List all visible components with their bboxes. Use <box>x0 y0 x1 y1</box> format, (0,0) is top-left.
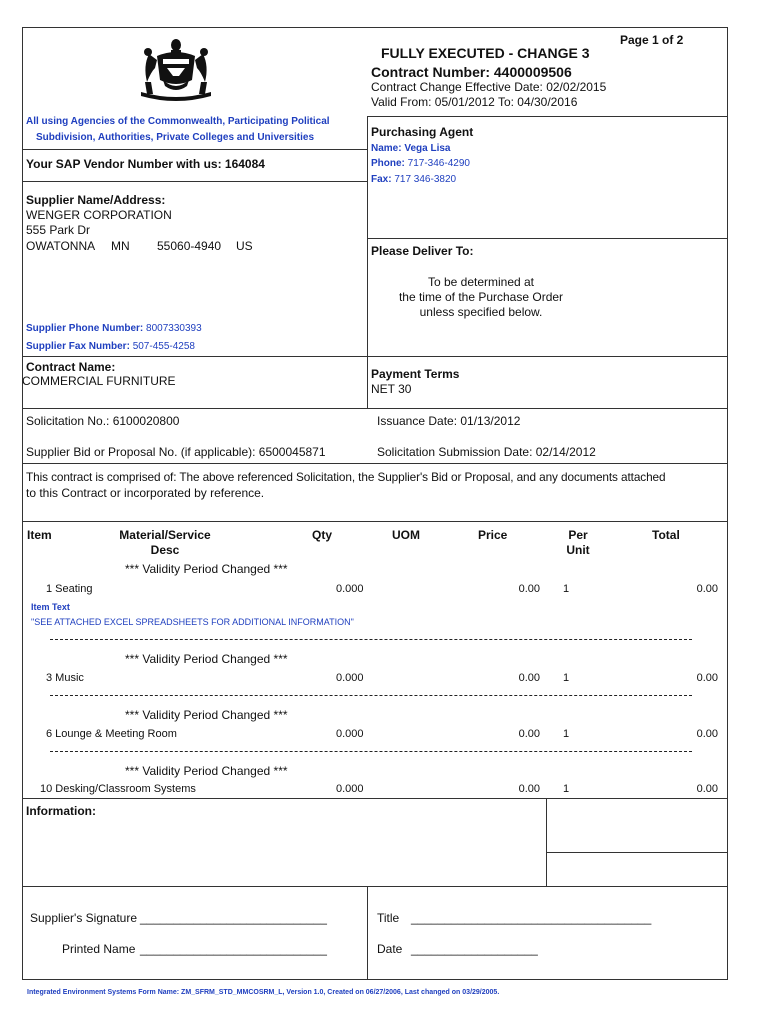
agent-phone <box>371 158 470 170</box>
document-status: FULLY EXECUTED - CHANGE 3 <box>381 45 590 61</box>
divider-left-vendor-bottom <box>22 181 368 182</box>
validity-note: *** Validity Period Changed *** <box>125 652 288 666</box>
table-row: 6 Lounge & Meeting Room <box>46 728 177 740</box>
title-label: Title <box>377 911 400 925</box>
frame-bottom <box>22 979 728 980</box>
commonwealth-seal-icon <box>135 36 217 102</box>
divider-info-right-mid <box>546 852 728 853</box>
change-effective-date: Contract Change Effective Date: 02/02/2015 <box>371 80 607 94</box>
divider-table-top <box>22 521 728 522</box>
agent-fax-value: 717 346-3820 <box>394 174 457 185</box>
row-separator <box>50 639 692 640</box>
row-qty: 0.000 <box>336 783 364 795</box>
header-uom: UOM <box>392 528 420 542</box>
contract-name-value: COMMERCIAL FURNITURE <box>22 374 176 388</box>
row-per: 1 <box>563 583 570 595</box>
validity-note: *** Validity Period Changed *** <box>125 562 288 576</box>
title-field[interactable]: ____________________________________ <box>411 911 652 925</box>
supplier-fax-label: Supplier Fax Number: <box>26 341 130 352</box>
supplier-country: US <box>236 239 253 253</box>
supplier-signature-label: Supplier's Signature <box>30 911 138 925</box>
row-per: 1 <box>563 783 570 795</box>
contract-number: Contract Number: 4400009506 <box>371 64 572 80</box>
divider-contract-top <box>22 356 728 357</box>
frame-left <box>22 27 23 980</box>
date-field[interactable]: ___________________ <box>411 942 538 956</box>
agent-name-value: Vega Lisa <box>404 143 451 154</box>
divider-info-top <box>22 798 728 799</box>
supplier-title: Supplier Name/Address: <box>26 193 166 207</box>
supplier-phone-label: Supplier Phone Number: <box>26 323 144 334</box>
validity-note: *** Validity Period Changed *** <box>125 708 288 722</box>
row-separator <box>50 695 692 696</box>
row-per: 1 <box>563 672 570 684</box>
row-separator <box>50 751 692 752</box>
submission-date: Solicitation Submission Date: 02/14/2012 <box>377 445 596 459</box>
row-price: 0.00 <box>518 728 540 740</box>
supplier-fax-value: 507-455-4258 <box>132 341 195 352</box>
agent-phone-value: 717-346-4290 <box>407 158 470 169</box>
divider-solicitation-top <box>22 408 728 409</box>
purchasing-agent-title: Purchasing Agent <box>371 125 474 139</box>
divider-comprised-top <box>22 463 728 464</box>
row-qty: 0.000 <box>336 728 364 740</box>
deliver-title: Please Deliver To: <box>371 244 474 258</box>
divider-right-deliver-top <box>367 238 728 239</box>
issuance-date: Issuance Date: 01/13/2012 <box>377 414 521 428</box>
table-row: 3 Music <box>46 672 84 684</box>
agencies-line2: Subdivision, Authorities, Private Colleges and Universities <box>36 132 315 143</box>
comprised-line1: This contract is comprised of: The above referenced Solicitation, the Supplier's Bid or Proposal, and any documents attached <box>26 470 666 484</box>
divider-left-vendor-top <box>22 149 368 150</box>
vendor-number: Your SAP Vendor Number with us: 164084 <box>26 157 265 171</box>
header-material: Material/Service <box>119 528 211 542</box>
row-qty: 0.000 <box>336 583 364 595</box>
payment-terms-value: NET 30 <box>371 382 412 396</box>
header-total: Total <box>652 528 680 542</box>
header-item: Item <box>27 528 52 542</box>
validity-note: *** Validity Period Changed *** <box>125 764 288 778</box>
divider-signature-top <box>22 886 728 887</box>
table-row: 10 Desking/Classroom Systems <box>40 783 196 795</box>
agent-fax-label: Fax: <box>371 174 392 185</box>
row-price: 0.00 <box>518 783 540 795</box>
row-price: 0.00 <box>518 672 540 684</box>
frame-top <box>22 27 728 28</box>
bid-number: Supplier Bid or Proposal No. (if applicable): 6500045871 <box>26 445 326 459</box>
divider-right-purchasing-top <box>367 116 728 117</box>
supplier-name: WENGER CORPORATION <box>26 208 172 222</box>
supplier-phone <box>26 323 202 335</box>
deliver-line1: To be determined at <box>427 275 535 289</box>
header-price: Price <box>478 528 508 542</box>
deliver-line3: unless specified below. <box>419 305 543 319</box>
frame-right <box>727 27 728 980</box>
agent-name-label: Name: <box>371 143 402 154</box>
header-per: Per <box>568 528 588 542</box>
agent-name <box>371 143 451 155</box>
divider-vertical-upper <box>367 116 368 409</box>
supplier-signature-field[interactable]: ____________________________ <box>140 911 327 925</box>
printed-name-field[interactable]: ____________________________ <box>140 942 327 956</box>
deliver-line2: the time of the Purchase Order <box>398 290 564 304</box>
divider-info-right <box>546 798 547 886</box>
printed-name-label: Printed Name <box>62 942 136 956</box>
supplier-state: MN <box>111 239 130 253</box>
row-total: 0.00 <box>696 583 718 595</box>
solicitation-number: Solicitation No.: 6100020800 <box>26 414 180 428</box>
information-title: Information: <box>26 804 96 818</box>
divider-signature-vertical <box>367 886 368 980</box>
row-total: 0.00 <box>696 672 718 684</box>
item-text-label: Item Text <box>31 602 70 612</box>
supplier-zip: 55060-4940 <box>157 239 222 253</box>
supplier-fax <box>26 341 195 353</box>
comprised-line2: to this Contract or incorporated by reference. <box>26 486 265 500</box>
date-label: Date <box>377 942 403 956</box>
form-footer: Integrated Environment Systems Form Name: ZM_SFRM_STD_MMCOSRM_L, Version 1.0, Created on 06/27/2006, Last changed on 03/29/2005. <box>27 989 500 996</box>
agent-phone-label: Phone: <box>371 158 405 169</box>
row-total: 0.00 <box>696 783 718 795</box>
valid-period: Valid From: 05/01/2012 To: 04/30/2016 <box>371 95 578 109</box>
table-row: 1 Seating <box>46 583 93 595</box>
contract-name-title: Contract Name: <box>26 360 116 374</box>
row-price: 0.00 <box>518 583 540 595</box>
page-indicator: Page 1 of 2 <box>620 33 684 47</box>
header-qty: Qty <box>312 528 333 542</box>
supplier-phone-value: 8007330393 <box>146 323 202 334</box>
row-total: 0.00 <box>696 728 718 740</box>
header-desc: Desc <box>150 543 180 557</box>
supplier-street: 555 Park Dr <box>26 223 91 237</box>
row-qty: 0.000 <box>336 672 364 684</box>
row-per: 1 <box>563 728 570 740</box>
header-unit: Unit <box>566 543 590 557</box>
agencies-line1: All using Agencies of the Commonwealth, Participating Political <box>26 116 330 127</box>
agent-fax <box>371 174 456 186</box>
supplier-city: OWATONNA <box>26 239 96 253</box>
payment-terms-title: Payment Terms <box>371 367 460 381</box>
item-text-value: "SEE ATTACHED EXCEL SPREADSHEETS FOR ADDITIONAL INFORMATION" <box>31 617 354 627</box>
